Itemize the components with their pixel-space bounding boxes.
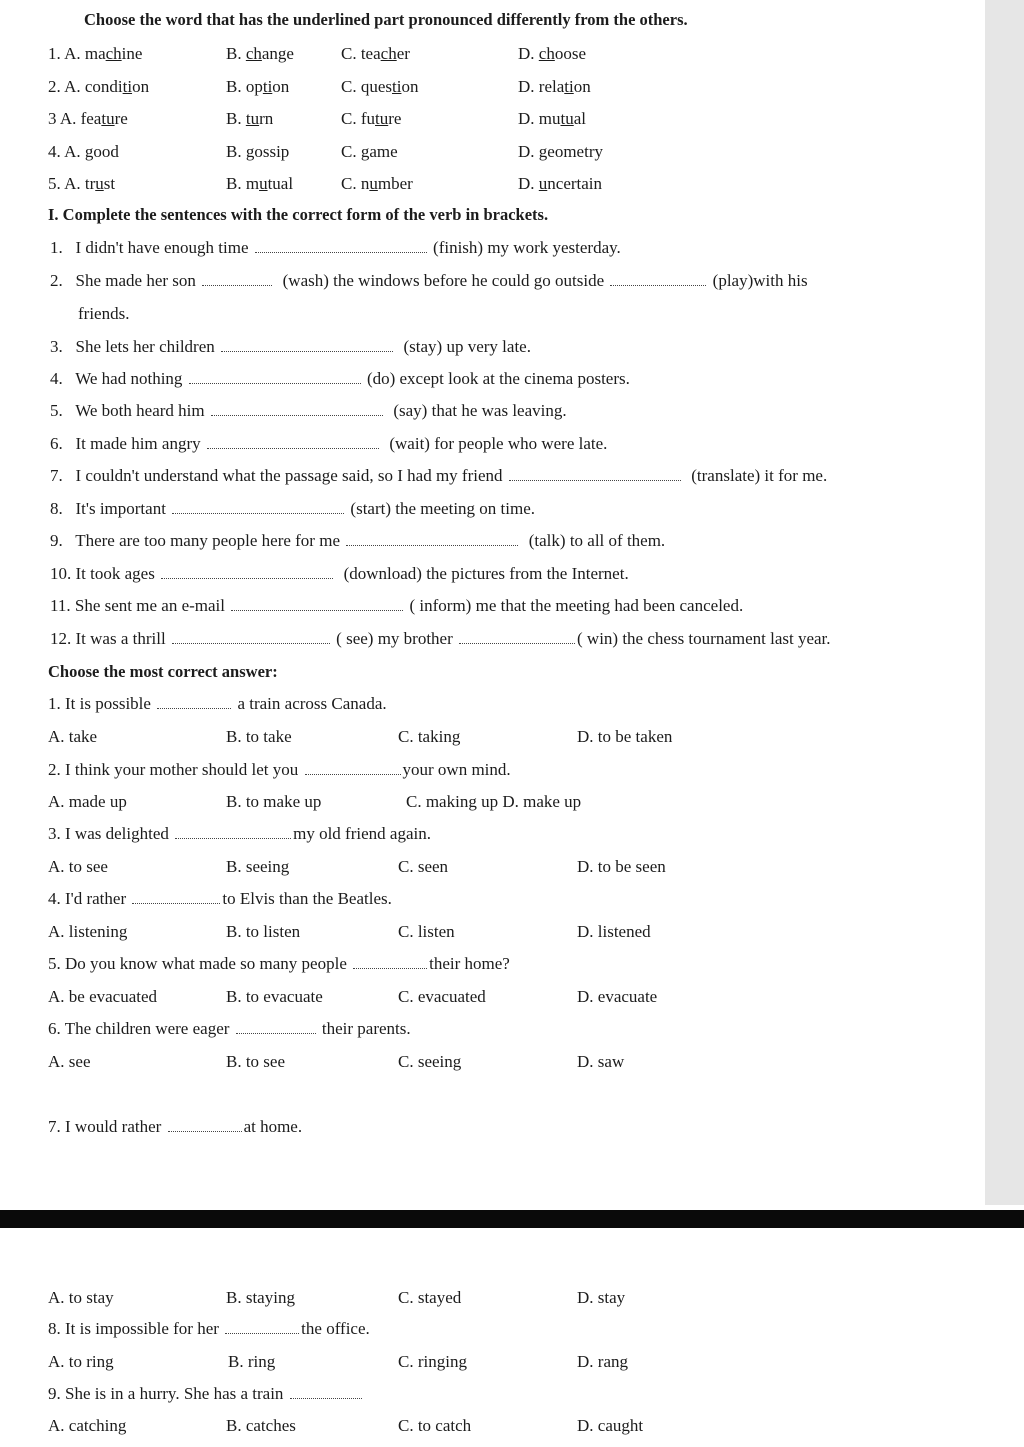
word-part: C. fu xyxy=(341,109,375,128)
underlined-part: u xyxy=(95,174,104,193)
underlined-part: u xyxy=(259,174,268,193)
sentence-9: 9. There are too many people here for me (talk) to all of them. xyxy=(50,531,666,550)
word-part: D. rela xyxy=(518,77,565,96)
word-part: B. op xyxy=(226,77,263,96)
option-c[interactable]: C. taking xyxy=(398,727,461,746)
option-d[interactable]: D. caught xyxy=(577,1416,644,1435)
word-part: C. xyxy=(341,142,361,161)
underlined-part: ch xyxy=(538,44,555,63)
answer-blank[interactable] xyxy=(207,434,379,449)
answer-blank[interactable] xyxy=(509,466,681,481)
option-a[interactable] xyxy=(48,43,142,65)
underlined-part: u xyxy=(369,174,378,193)
option-b[interactable]: B. to make up xyxy=(226,792,322,811)
word-part: tual xyxy=(267,174,294,193)
option-a[interactable]: A. take xyxy=(48,727,98,746)
option-d[interactable] xyxy=(518,141,603,163)
question-4: 4. I'd rather to Elvis than the Beatles. xyxy=(48,889,392,908)
word-part: on xyxy=(272,77,290,96)
option-c[interactable]: C. stayed xyxy=(398,1288,462,1307)
section3-title: Choose the most correct answer: xyxy=(48,662,278,681)
option-a[interactable]: A. to ring xyxy=(48,1352,114,1371)
answer-blank[interactable] xyxy=(211,401,383,416)
option-a[interactable]: A. catching xyxy=(48,1416,127,1435)
option-b[interactable]: B. to evacuate xyxy=(226,987,323,1006)
answer-blank[interactable] xyxy=(255,238,427,253)
underlined-part: ti xyxy=(392,77,402,96)
option-b[interactable]: B. seeing xyxy=(226,857,290,876)
answer-blank[interactable] xyxy=(225,1319,299,1334)
option-b[interactable]: B. to see xyxy=(226,1052,286,1071)
answer-blank[interactable] xyxy=(236,1019,316,1034)
option-b[interactable] xyxy=(226,108,273,130)
word-part: D. mu xyxy=(518,109,561,128)
sentence-4: 4. We had nothing (do) except look at the cinema posters. xyxy=(50,369,630,388)
option-c[interactable]: C. seen xyxy=(398,857,449,876)
option-c[interactable] xyxy=(341,108,401,130)
answer-blank[interactable] xyxy=(346,531,518,546)
underlined-part: ti xyxy=(262,77,273,96)
underlined-part: ti xyxy=(564,77,574,96)
sentence-7: 7. I couldn't understand what the passage said, so I had my friend (translate) it for me. xyxy=(50,466,828,485)
option-a[interactable] xyxy=(48,141,119,163)
black-divider-bar xyxy=(0,1210,1024,1228)
answer-blank[interactable] xyxy=(202,271,272,286)
page-edge-shadow xyxy=(985,0,1024,1205)
sentence-6: 6. It made him angry (wait) for people who were late. xyxy=(50,434,608,453)
word-part: C. tea xyxy=(341,44,381,63)
word-part: A. ma xyxy=(64,44,106,63)
option-b[interactable]: B. ring xyxy=(228,1352,276,1371)
option-c[interactable] xyxy=(341,141,398,163)
underlined-part: ch xyxy=(380,44,397,63)
option-d[interactable]: D. listened xyxy=(577,922,651,941)
question-number: 5. xyxy=(48,174,61,193)
word-part: on xyxy=(132,77,150,96)
word-part: D. xyxy=(518,44,539,63)
option-a[interactable]: A. to stay xyxy=(48,1288,114,1307)
option-c[interactable]: C. evacuated xyxy=(398,987,486,1006)
question-7: 7. I would rather at home. xyxy=(48,1117,303,1136)
question-number: 4. xyxy=(48,142,61,161)
option-d[interactable] xyxy=(518,173,602,195)
sentence-10: 10. It took ages (download) the pictures from the Internet. xyxy=(50,564,629,583)
option-a[interactable]: A. to see xyxy=(48,857,108,876)
answer-blank[interactable] xyxy=(610,271,706,286)
sentence-12: 12. It was a thrill ( see) my brother ( win) the chess tournament last year. xyxy=(50,629,831,648)
option-a[interactable]: A. be evacuated xyxy=(48,987,158,1006)
option-d[interactable]: D. rang xyxy=(577,1352,628,1371)
word-part: B. m xyxy=(226,174,260,193)
option-d[interactable]: D. evacuate xyxy=(577,987,658,1006)
option-a[interactable] xyxy=(48,173,115,195)
sentence-8: 8. It's important (start) the meeting on time. xyxy=(50,499,536,518)
underlined-part: tu xyxy=(375,109,389,128)
option-d[interactable] xyxy=(518,43,586,65)
answer-blank[interactable] xyxy=(157,694,231,709)
option-b[interactable] xyxy=(226,141,289,163)
word-part: al xyxy=(573,109,587,128)
option-c[interactable] xyxy=(341,76,418,98)
option-d[interactable] xyxy=(518,108,586,130)
answer-blank[interactable] xyxy=(459,629,575,644)
option-d[interactable]: D. to be seen xyxy=(577,857,666,876)
answer-blank[interactable] xyxy=(221,337,393,352)
word-part: oose xyxy=(554,44,586,63)
question-number: 1. xyxy=(48,44,61,63)
sentence-5: 5. We both heard him (say) that he was leaving. xyxy=(50,401,567,420)
answer-blank[interactable] xyxy=(353,954,427,969)
option-b[interactable]: B. catches xyxy=(226,1416,296,1435)
word-part: ncertain xyxy=(547,174,603,193)
word-part: D. xyxy=(518,142,539,161)
answer-blank[interactable] xyxy=(305,760,401,775)
option-b[interactable]: B. to listen xyxy=(226,922,301,941)
word-part: A. tr xyxy=(64,174,96,193)
option-b[interactable]: B. staying xyxy=(226,1288,295,1307)
word-part: B. xyxy=(226,44,246,63)
option-c[interactable] xyxy=(341,43,410,65)
option-c[interactable]: C. ringing xyxy=(398,1352,467,1371)
underlined-part: tu xyxy=(560,109,574,128)
option-a[interactable]: A. see xyxy=(48,1052,91,1071)
sentence-3: 3. She lets her children (stay) up very late. xyxy=(50,337,531,356)
word-part: C. ques xyxy=(341,77,392,96)
underlined-part: u xyxy=(538,174,548,193)
answer-blank[interactable] xyxy=(290,1384,362,1399)
option-b[interactable] xyxy=(226,43,294,65)
sentence-11: 11. She sent me an e-mail ( inform) me that the meeting had been canceled. xyxy=(50,596,744,615)
word-part: D. xyxy=(518,174,539,193)
word-part: st xyxy=(103,174,116,193)
option-c[interactable]: C. to catch xyxy=(398,1416,472,1435)
answer-blank[interactable] xyxy=(172,499,344,514)
option-b[interactable] xyxy=(226,173,293,195)
option-d[interactable]: D. stay xyxy=(577,1288,626,1307)
answer-blank[interactable] xyxy=(161,564,333,579)
option-d[interactable]: D. to be taken xyxy=(577,727,673,746)
underlined-part: tu xyxy=(245,109,260,128)
option-c-d[interactable]: C. making up D. make up xyxy=(406,792,582,811)
underlined-part: ch xyxy=(105,44,122,63)
word-part: A. fea xyxy=(59,109,102,128)
question-3: 3. I was delighted my old friend again. xyxy=(48,824,431,843)
section1-title: Choose the word that has the underlined part pronounced differently from the others. xyxy=(84,10,688,29)
word-part: C. n xyxy=(341,174,370,193)
word-part: A. condi xyxy=(64,77,123,96)
section2-title: I. Complete the sentences with the correct form of the verb in brackets. xyxy=(48,205,549,224)
underlined-part: tu xyxy=(101,109,115,128)
question-2: 2. I think your mother should let you your own mind. xyxy=(48,760,511,779)
option-c[interactable]: C. listen xyxy=(398,922,455,941)
word-part: mber xyxy=(377,174,413,193)
option-a[interactable]: A. made up xyxy=(48,792,127,811)
answer-blank[interactable] xyxy=(231,596,403,611)
underlined-part: g xyxy=(84,142,94,161)
question-9: 9. She is in a hurry. She has a train xyxy=(48,1383,364,1405)
option-b[interactable]: B. to take xyxy=(226,727,292,746)
word-part: B. xyxy=(226,109,246,128)
option-d[interactable]: D. saw xyxy=(577,1052,625,1071)
sentence-2: 2. She made her son (wash) the windows before he could go outside (play)with his xyxy=(50,271,808,290)
option-a[interactable] xyxy=(48,108,128,130)
option-c[interactable]: C. seeing xyxy=(398,1052,462,1071)
underlined-part: g xyxy=(245,142,255,161)
underlined-part: g xyxy=(538,142,548,161)
underlined-part: ch xyxy=(245,44,262,63)
question-8: 8. It is impossible for her the office. xyxy=(48,1319,370,1338)
word-part: ood xyxy=(93,142,119,161)
word-part: re xyxy=(388,109,402,128)
word-part: rn xyxy=(259,109,274,128)
question-5: 5. Do you know what made so many people their home? xyxy=(48,954,510,973)
option-b[interactable] xyxy=(226,76,289,98)
word-part: ame xyxy=(369,142,398,161)
answer-blank[interactable] xyxy=(132,889,220,904)
question-6: 6. The children were eager their parents. xyxy=(48,1019,411,1038)
word-part: ine xyxy=(121,44,143,63)
word-part: on xyxy=(573,77,591,96)
word-part: eometry xyxy=(547,142,603,161)
option-a[interactable] xyxy=(48,76,149,98)
word-part: ossip xyxy=(254,142,290,161)
word-part: ange xyxy=(261,44,294,63)
underlined-part: ti xyxy=(122,77,133,96)
word-part: B. xyxy=(226,142,246,161)
answer-blank[interactable] xyxy=(168,1117,242,1132)
word-part: A. xyxy=(64,142,85,161)
sentence-1: 1. I didn't have enough time (finish) my work yesterday. xyxy=(50,238,621,257)
underlined-part: g xyxy=(360,142,370,161)
word-part: er xyxy=(396,44,410,63)
word-part: re xyxy=(114,109,128,128)
word-part: on xyxy=(401,77,419,96)
answer-blank[interactable] xyxy=(189,369,361,384)
question-number: 3 xyxy=(48,109,57,128)
answer-blank[interactable] xyxy=(175,824,291,839)
sentence-2-continued: friends. xyxy=(78,304,130,323)
option-a[interactable]: A. listening xyxy=(48,922,128,941)
option-d[interactable] xyxy=(518,76,591,98)
answer-blank[interactable] xyxy=(172,629,330,644)
question-1: 1. It is possible a train across Canada. xyxy=(48,694,387,713)
option-c[interactable] xyxy=(341,173,413,195)
question-number: 2. xyxy=(48,77,61,96)
